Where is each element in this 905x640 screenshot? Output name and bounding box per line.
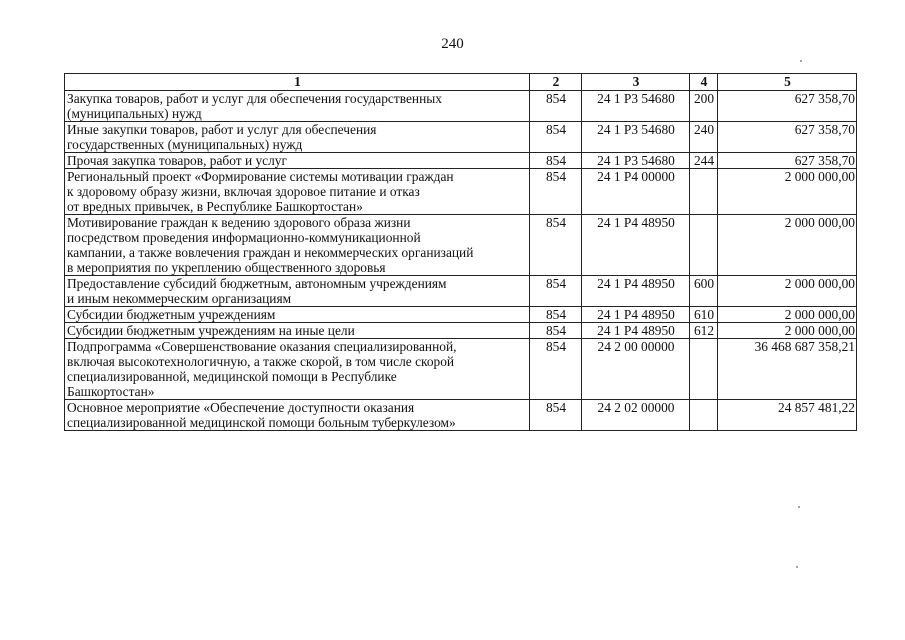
row-ministry-code-cell: 854 [530, 323, 582, 339]
row-name-cell: Региональный проект «Формирование системы мотивации граждан к здоровому образу жизни, включая здоровое питание и отказ от вредных привычек, в Республике Башкортостан» [65, 169, 530, 215]
row-expense-type-cell: 244 [690, 153, 718, 169]
table-row [65, 276, 857, 307]
row-ministry-code-cell: 854 [530, 339, 582, 400]
row-ministry-code-cell: 854 [530, 169, 582, 215]
table-row [65, 122, 857, 153]
scan-speck [798, 506, 800, 508]
table-row [65, 323, 857, 339]
row-name-cell: Иные закупки товаров, работ и услуг для обеспечения государственных (муниципальных) нужд [65, 122, 530, 153]
row-amount-cell: 2 000 000,00 [718, 215, 857, 276]
row-amount-cell: 627 358,70 [718, 153, 857, 169]
table-row [65, 215, 857, 276]
row-expense-type-cell: 600 [690, 276, 718, 307]
row-target-article-cell: 24 1 P4 48950 [582, 276, 690, 307]
row-ministry-code-cell: 854 [530, 307, 582, 323]
table-row [65, 400, 857, 431]
row-expense-type-cell: 610 [690, 307, 718, 323]
column-header-1: 1 [65, 74, 530, 91]
row-expense-type-cell [690, 400, 718, 431]
row-ministry-code-cell: 854 [530, 91, 582, 122]
row-amount-cell: 627 358,70 [718, 91, 857, 122]
row-expense-type-cell [690, 215, 718, 276]
row-name-cell: Основное мероприятие «Обеспечение доступности оказания специализированной медицинской помощи больным туберкулезом» [65, 400, 530, 431]
row-ministry-code-cell: 854 [530, 215, 582, 276]
row-name-cell: Подпрограмма «Совершенствование оказания специализированной, включая высокотехнологичную, а также скорой, в том числе скорой специализированной, медицинской помощи в Республике Башкортостан» [65, 339, 530, 400]
budget-table [64, 73, 857, 431]
header-row [65, 74, 857, 91]
row-target-article-cell: 24 1 P4 48950 [582, 215, 690, 276]
row-name-cell: Субсидии бюджетным учреждениям на иные цели [65, 323, 530, 339]
row-target-article-cell: 24 2 00 00000 [582, 339, 690, 400]
row-ministry-code-cell: 854 [530, 276, 582, 307]
row-expense-type-cell: 612 [690, 323, 718, 339]
table-row [65, 339, 857, 400]
row-amount-cell: 627 358,70 [718, 122, 857, 153]
row-amount-cell: 2 000 000,00 [718, 323, 857, 339]
row-target-article-cell: 24 1 P3 54680 [582, 153, 690, 169]
table-row [65, 169, 857, 215]
table-row [65, 153, 857, 169]
row-target-article-cell: 24 1 P4 48950 [582, 307, 690, 323]
column-header-2: 2 [530, 74, 582, 91]
row-expense-type-cell [690, 169, 718, 215]
row-amount-cell: 2 000 000,00 [718, 307, 857, 323]
row-amount-cell: 24 857 481,22 [718, 400, 857, 431]
row-ministry-code-cell: 854 [530, 400, 582, 431]
row-amount-cell: 2 000 000,00 [718, 276, 857, 307]
row-amount-cell: 2 000 000,00 [718, 169, 857, 215]
row-name-cell: Закупка товаров, работ и услуг для обеспечения государственных (муниципальных) нужд [65, 91, 530, 122]
row-ministry-code-cell: 854 [530, 153, 582, 169]
row-expense-type-cell: 240 [690, 122, 718, 153]
scan-speck [796, 566, 798, 568]
row-name-cell: Мотивирование граждан к ведению здорового образа жизни посредством проведения информационно-коммуникационной кампании, а также вовлечения граждан и некоммерческих организаций в мероприятия по укреплению общественного здоровья [65, 215, 530, 276]
row-target-article-cell: 24 2 02 00000 [582, 400, 690, 431]
column-header-5: 5 [718, 74, 857, 91]
row-target-article-cell: 24 1 P4 00000 [582, 169, 690, 215]
row-name-cell: Прочая закупка товаров, работ и услуг [65, 153, 530, 169]
column-header-4: 4 [690, 74, 718, 91]
row-name-cell: Субсидии бюджетным учреждениям [65, 307, 530, 323]
row-amount-cell: 36 468 687 358,21 [718, 339, 857, 400]
scan-speck [800, 60, 802, 62]
row-target-article-cell: 24 1 P4 48950 [582, 323, 690, 339]
table-row [65, 307, 857, 323]
row-name-cell: Предоставление субсидий бюджетным, автономным учреждениям и иным некоммерческим организациям [65, 276, 530, 307]
column-header-3: 3 [582, 74, 690, 91]
row-target-article-cell: 24 1 P3 54680 [582, 91, 690, 122]
page-number: 240 [441, 36, 464, 52]
table-row [65, 91, 857, 122]
row-target-article-cell: 24 1 P3 54680 [582, 122, 690, 153]
row-expense-type-cell: 200 [690, 91, 718, 122]
row-ministry-code-cell: 854 [530, 122, 582, 153]
row-expense-type-cell [690, 339, 718, 400]
